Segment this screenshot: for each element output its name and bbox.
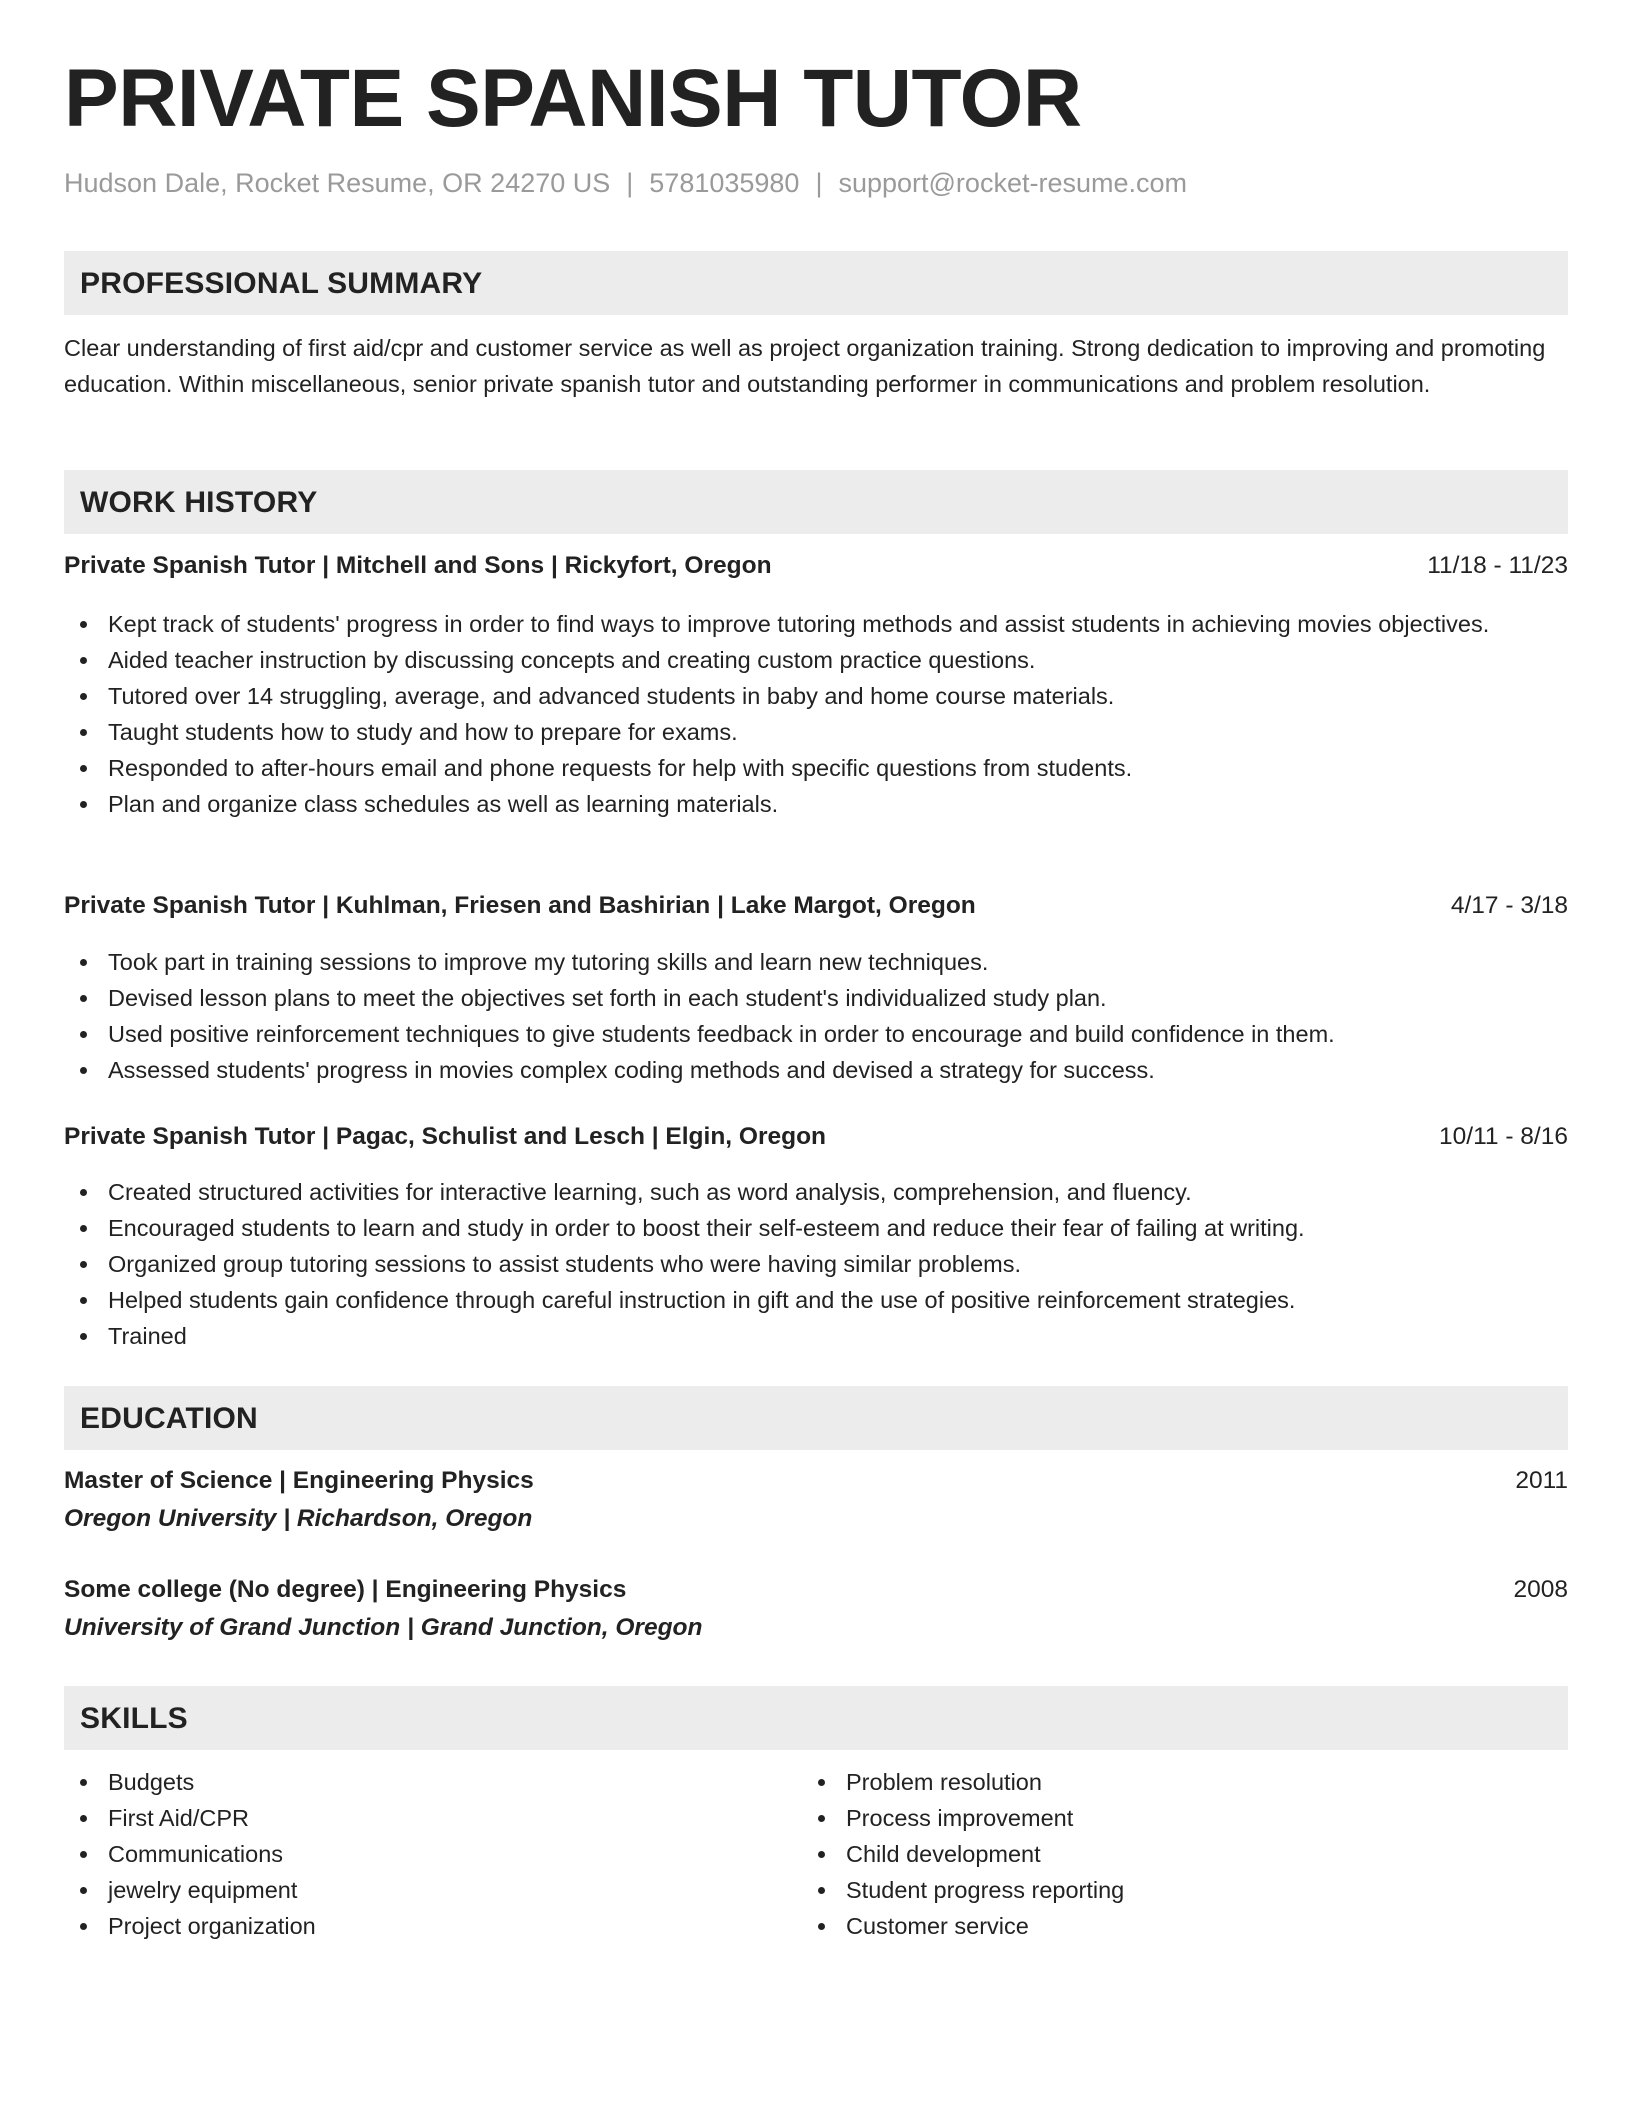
education-year: 2011 [1515, 1467, 1568, 1494]
job-title: Private Spanish Tutor | Kuhlman, Friesen and Bashirian | Lake Margot, Oregon [64, 892, 976, 919]
job-dates: 10/11 - 8/16 [1439, 1123, 1568, 1150]
skill-item: Process improvement [802, 1800, 1502, 1836]
summary-text: Clear understanding of first aid/cpr and customer service as well as project organization training. Strong dedication to improving and promoting education. Within miscellaneous, senior private spanish tutor and outstanding performer in communications and problem resolution. [64, 335, 1546, 397]
education-school: Oregon University | Richardson, Oregon [64, 1505, 533, 1532]
skill-item: Customer service [802, 1908, 1502, 1944]
job-bullets [64, 944, 1568, 1088]
skill-item: Communications [64, 1836, 764, 1872]
job-bullet: Created structured activities for interactive learning, such as word analysis, comprehension, and fluency. [64, 1174, 1568, 1210]
job-bullet: Taught students how to study and how to prepare for exams. [64, 714, 1568, 750]
education-degree: Master of Science | Engineering Physics [64, 1467, 534, 1494]
job-dates: 11/18 - 11/23 [1427, 552, 1568, 579]
job-bullet: Aided teacher instruction by discussing concepts and creating custom practice questions. [64, 642, 1568, 678]
contact-line [64, 168, 1187, 199]
job-title: Private Spanish Tutor | Mitchell and Sons | Rickyfort, Oregon [64, 552, 772, 579]
skill-item: Child development [802, 1836, 1502, 1872]
section-title-work-history: WORK HISTORY [80, 486, 318, 519]
job-bullets [64, 606, 1568, 822]
job-title: Private Spanish Tutor | Pagac, Schulist and Lesch | Elgin, Oregon [64, 1123, 827, 1150]
job-bullet: Kept track of students' progress in order to find ways to improve tutoring methods and assist students in achieving movies objectives. [64, 606, 1568, 642]
job-header [64, 1123, 1568, 1159]
section-header-summary [64, 251, 1568, 315]
job-header [64, 552, 1568, 588]
contact-address: Hudson Dale, Rocket Resume, OR 24270 US [64, 168, 611, 198]
skill-item: First Aid/CPR [64, 1800, 764, 1836]
job-bullet: Helped students gain confidence through careful instruction in gift and the use of positive reinforcement strategies. [64, 1282, 1568, 1318]
job-header [64, 892, 1568, 928]
job-dates: 4/17 - 3/18 [1450, 892, 1568, 919]
job-bullet: Tutored over 14 struggling, average, and advanced students in baby and home course materials. [64, 678, 1568, 714]
contact-email: support@rocket-resume.com [838, 168, 1187, 198]
job-bullet: Devised lesson plans to meet the objectives set forth in each student's individualized study plan. [64, 980, 1568, 1016]
skills-list-left [64, 1764, 764, 1944]
section-header-work-history [64, 470, 1568, 534]
education-school: University of Grand Junction | Grand Junction, Oregon [64, 1614, 703, 1641]
section-title-education: EDUCATION [80, 1402, 258, 1435]
section-title-summary: PROFESSIONAL SUMMARY [80, 267, 483, 300]
skills-list-right [802, 1764, 1502, 1944]
skill-item: Student progress reporting [802, 1872, 1502, 1908]
contact-separator: | [626, 168, 634, 198]
job-bullet: Encouraged students to learn and study in order to boost their self-esteem and reduce their fear of failing at writing. [64, 1210, 1568, 1246]
section-header-education [64, 1386, 1568, 1450]
skill-item: jewelry equipment [64, 1872, 764, 1908]
job-bullet: Responded to after-hours email and phone requests for help with specific questions from students. [64, 750, 1568, 786]
education-degree: Some college (No degree) | Engineering Physics [64, 1576, 627, 1603]
education-year: 2008 [1513, 1576, 1568, 1603]
resume-title: PRIVATE SPANISH TUTOR [64, 53, 1082, 144]
contact-phone: 5781035980 [649, 168, 800, 198]
job-bullet: Used positive reinforcement techniques to give students feedback in order to encourage and build confidence in them. [64, 1016, 1568, 1052]
skill-item: Budgets [64, 1764, 764, 1800]
job-bullet: Organized group tutoring sessions to assist students who were having similar problems. [64, 1246, 1568, 1282]
job-bullet: Plan and organize class schedules as well as learning materials. [64, 786, 1568, 822]
contact-separator: | [815, 168, 823, 198]
job-bullet: Trained [64, 1318, 1568, 1354]
skill-item: Problem resolution [802, 1764, 1502, 1800]
skill-item: Project organization [64, 1908, 764, 1944]
job-bullet: Assessed students' progress in movies complex coding methods and devised a strategy for success. [64, 1052, 1568, 1088]
job-bullet: Took part in training sessions to improve my tutoring skills and learn new techniques. [64, 944, 1568, 980]
job-bullets [64, 1174, 1568, 1354]
section-header-skills [64, 1686, 1568, 1750]
section-title-skills: SKILLS [80, 1702, 188, 1735]
